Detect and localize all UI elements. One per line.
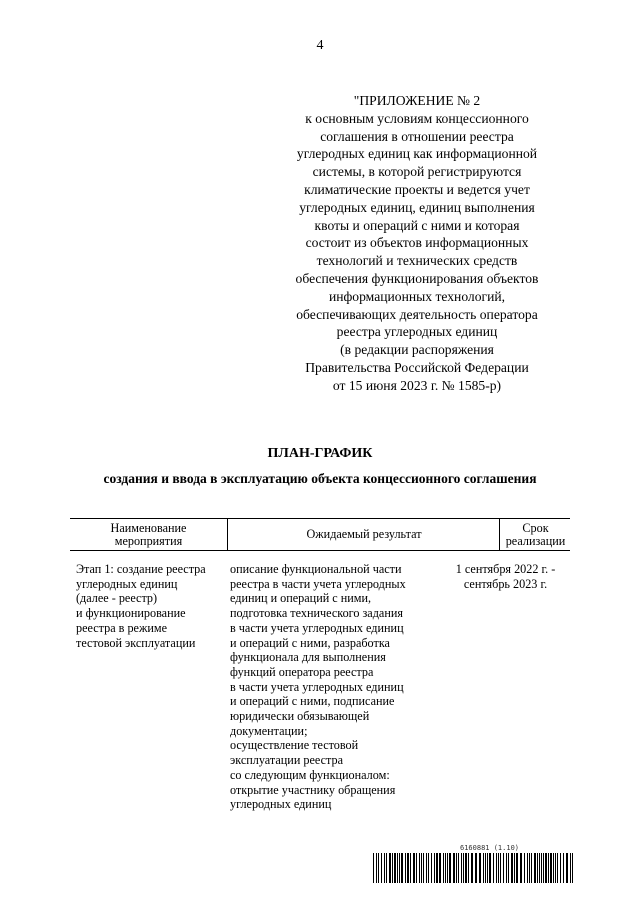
header-result: Ожидаемый результат: [227, 519, 500, 550]
appendix-line: к основным условиям концессионного: [305, 110, 529, 126]
cell-line: реестра в части учета углеродных: [230, 576, 406, 591]
barcode-number: 6160881 (1.10): [460, 844, 520, 852]
cell-line: и операций с ними, разработка: [230, 635, 390, 650]
cell-line: в части учета углеродных единиц: [230, 620, 404, 635]
cell-name: [76, 562, 226, 650]
appendix-line: климатические проекты и ведется учет: [304, 181, 530, 197]
cell-line: документации;: [230, 723, 308, 738]
cell-line: функционала для выполнения: [230, 650, 386, 665]
cell-line: углеродных единиц: [230, 797, 332, 812]
cell-line: (далее - реестр): [76, 591, 158, 606]
cell-line: и операций с ними, подписание: [230, 694, 395, 709]
cell-line: эксплуатации реестра: [230, 753, 343, 768]
cell-deadline: [438, 562, 573, 591]
cell-line: Этап 1: создание реестра: [76, 562, 206, 576]
appendix-line: системы, в которой регистрируются: [312, 164, 522, 180]
plan-title: ПЛАН-ГРАФИК: [267, 446, 373, 461]
appendix-line: обеспечивающих деятельность оператора: [296, 306, 538, 322]
header-name-line: Наименование: [110, 520, 187, 535]
plan-subtitle: создания и ввода в эксплуатацию объекта концессионного соглашения: [103, 471, 537, 486]
cell-line: реестра в режиме: [76, 620, 168, 635]
cell-line: со следующим функционалом:: [230, 767, 390, 782]
appendix-line: "ПРИЛОЖЕНИЕ № 2: [353, 93, 481, 108]
cell-line: сентябрь 2023 г.: [463, 576, 548, 591]
header-name-line: мероприятия: [114, 533, 183, 548]
cell-line: тестовой эксплуатации: [76, 635, 196, 650]
barcode-graphic: [373, 853, 573, 883]
cell-line: осуществление тестовой: [230, 738, 359, 753]
table-header: [70, 518, 570, 551]
header-name: [70, 519, 227, 550]
appendix-line: от 15 июня 2023 г. № 1585-р): [332, 377, 502, 393]
appendix-line: информационных технологий,: [328, 288, 506, 304]
cell-line: углеродных единиц: [76, 576, 178, 591]
cell-line: единиц и операций с ними,: [230, 591, 372, 606]
appendix-line: соглашения в отношении реестра: [320, 128, 514, 144]
appendix-line: (в редакции распоряжения: [340, 342, 494, 358]
appendix-line: Правительства Российской Федерации: [305, 359, 529, 375]
header-deadline: Срок реализации: [499, 519, 571, 550]
appendix-line: обеспечения функционирования объектов: [295, 270, 539, 286]
cell-line: функций оператора реестра: [230, 664, 374, 679]
appendix-line: реестра углеродных единиц: [336, 324, 498, 340]
appendix-line: технологий и технических средств: [316, 253, 518, 269]
cell-line: подготовка технического задания: [230, 606, 403, 621]
cell-line: 1 сентября 2022 г. -: [455, 562, 556, 576]
cell-line: в части учета углеродных единиц: [230, 679, 404, 694]
appendix-line: углеродных единиц как информационной: [296, 146, 538, 162]
page-number: 4: [316, 38, 324, 53]
cell-line: открытие участнику обращения: [230, 782, 396, 797]
appendix-line: состоит из объектов информационных: [305, 235, 529, 251]
appendix-line: квоты и операций с ними и которая: [314, 217, 520, 233]
appendix-line: углеродных единиц, единиц выполнения: [299, 199, 535, 215]
cell-line: юридически обязывающей: [230, 709, 370, 724]
appendix-header: [272, 92, 562, 395]
cell-line: и функционирование: [76, 606, 186, 621]
cell-line: описание функциональной части: [230, 562, 402, 576]
cell-result: [230, 562, 492, 812]
